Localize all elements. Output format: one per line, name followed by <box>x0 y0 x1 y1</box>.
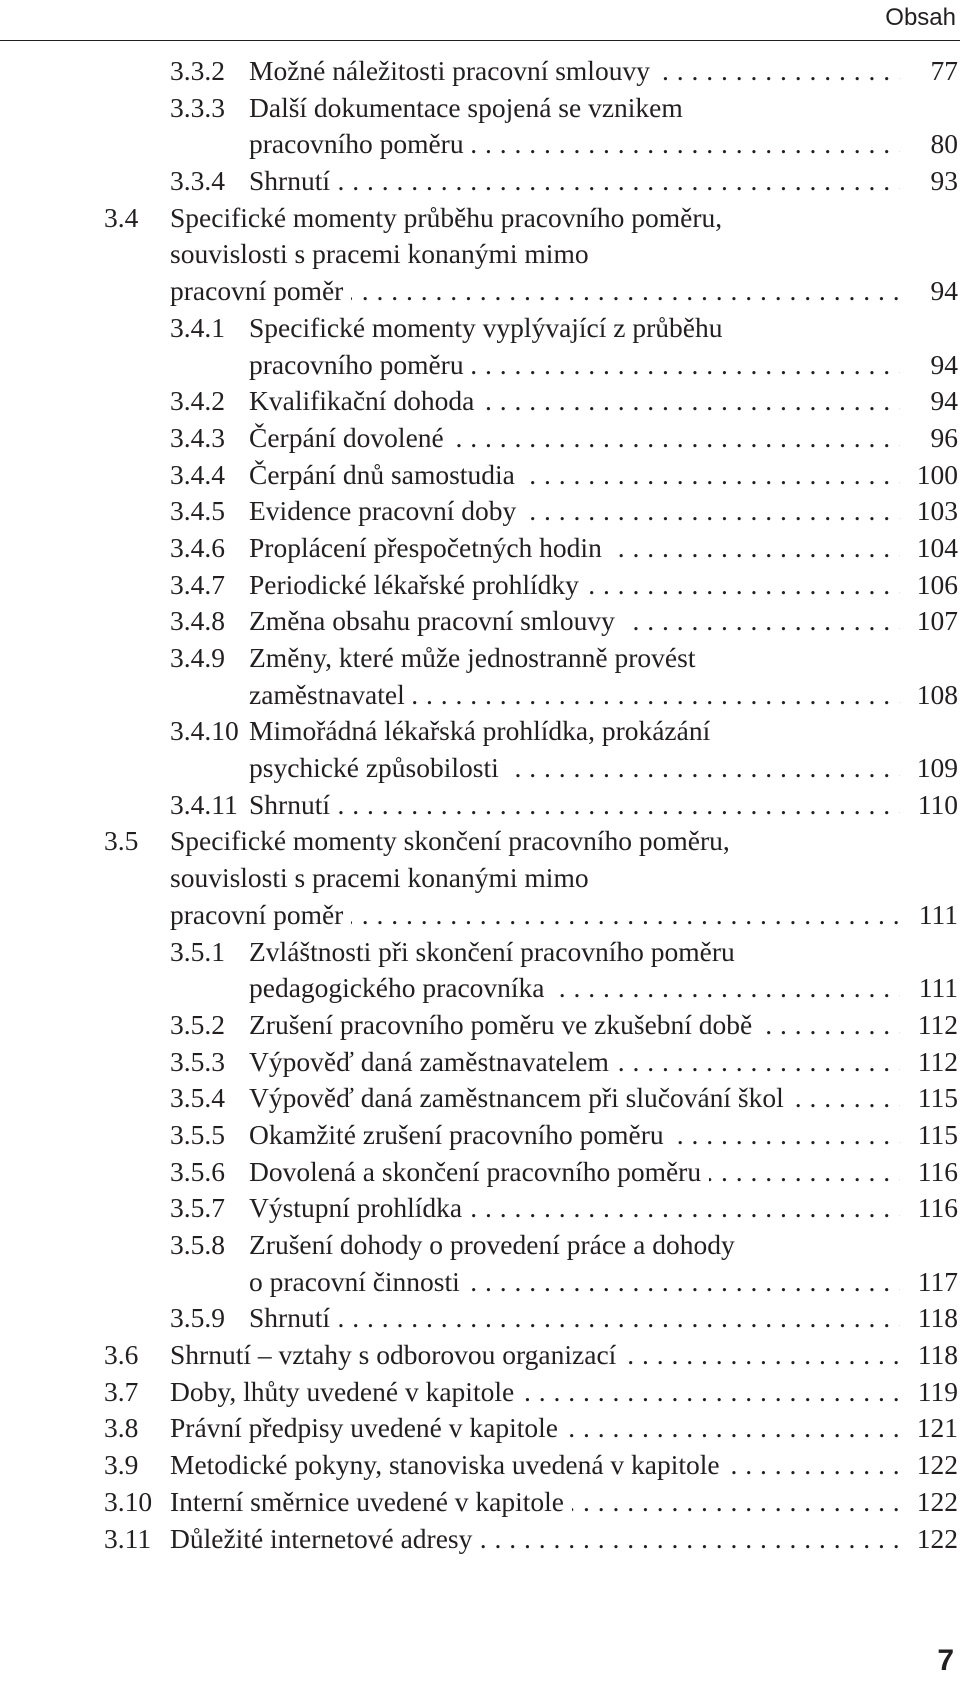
toc-entry-title: Proplácení přespočetných hodin <box>249 532 610 563</box>
toc-entry-title: Interní směrnice uvedené v kapitole <box>170 1486 572 1517</box>
toc-entry-line <box>0 1117 960 1154</box>
toc-entry-page: 108 <box>900 677 958 714</box>
toc-entry-number: 3.5.9 <box>170 1302 225 1334</box>
toc-entry-number: 3.8 <box>104 1412 139 1444</box>
toc-entry-page: 104 <box>900 530 958 567</box>
toc-entry-number: 3.6 <box>104 1339 139 1371</box>
toc-entry-page: 122 <box>900 1447 958 1484</box>
toc-entry-line <box>0 1447 960 1484</box>
toc-entry-line <box>0 200 960 237</box>
toc-entry-page: 93 <box>900 163 958 200</box>
toc-entry-page: 118 <box>900 1337 958 1374</box>
toc-entry-title: Shrnutí <box>249 165 338 196</box>
toc-entry-title: Změny, které může jednostranně provést <box>249 642 703 673</box>
toc-entry-line <box>0 713 960 750</box>
toc-entry-number: 3.5.3 <box>170 1045 225 1077</box>
toc-entry-title: Specifické momenty skončení pracovního poměru, <box>170 825 738 856</box>
toc-entry-number: 3.9 <box>104 1449 139 1481</box>
toc-entry-page: 109 <box>900 750 958 787</box>
toc-entry-number: 3.5.6 <box>170 1155 225 1187</box>
toc-entry-number: 3.5.2 <box>170 1008 225 1040</box>
toc-entry-line <box>0 1410 960 1447</box>
toc-entry-title: Důležité internetové adresy <box>170 1523 480 1554</box>
toc-entry-line <box>0 567 960 604</box>
toc-entry-title: souvislosti s pracemi konanými mimo <box>170 238 597 269</box>
toc-entry-title: souvislosti s pracemi konanými mimo <box>170 862 597 893</box>
toc-entry-page: 115 <box>900 1117 958 1154</box>
toc-entry-title: psychické způsobilosti <box>249 752 507 783</box>
table-of-contents <box>0 53 960 1557</box>
toc-entry-page: 106 <box>900 567 958 604</box>
toc-entry-line <box>0 1007 960 1044</box>
toc-entry-page: 116 <box>900 1190 958 1227</box>
toc-entry-page: 119 <box>900 1374 958 1411</box>
toc-entry-page: 94 <box>900 347 958 384</box>
toc-entry-title: Shrnutí – vztahy s odborovou organizací <box>170 1339 624 1370</box>
toc-entry-number: 3.4.5 <box>170 495 225 527</box>
toc-entry-number: 3.5 <box>104 825 139 857</box>
toc-entry-title: Periodické lékařské prohlídky <box>249 569 587 600</box>
toc-entry-line <box>0 677 960 714</box>
toc-entry-title: pracovního poměru <box>249 128 472 159</box>
toc-entry-number: 3.4.7 <box>170 568 225 600</box>
toc-entry-line <box>0 860 960 897</box>
toc-entry-line <box>0 493 960 530</box>
toc-entry-page: 118 <box>900 1300 958 1337</box>
toc-entry-number: 3.4.10 <box>170 715 239 747</box>
toc-entry-line <box>0 457 960 494</box>
toc-entry-page: 96 <box>900 420 958 457</box>
toc-entry-number: 3.4.6 <box>170 531 225 563</box>
toc-entry-number: 3.5.1 <box>170 935 225 967</box>
toc-entry-number: 3.4.2 <box>170 385 225 417</box>
toc-entry-title: Kvalifikační dohoda <box>249 385 482 416</box>
toc-entry-page: 80 <box>900 126 958 163</box>
toc-entry-number: 3.7 <box>104 1375 139 1407</box>
toc-entry-title: pracovního poměru <box>249 349 472 380</box>
toc-entry-line <box>0 126 960 163</box>
toc-entry-line <box>0 970 960 1007</box>
toc-entry-line <box>0 897 960 934</box>
toc-entry-title: Čerpání dnů samostudia <box>249 459 523 490</box>
toc-entry-page: 112 <box>900 1007 958 1044</box>
toc-entry-title: Doby, lhůty uvedené v kapitole <box>170 1376 522 1407</box>
toc-entry-page: 110 <box>900 787 958 824</box>
toc-entry-page: 94 <box>900 273 958 310</box>
toc-entry-line <box>0 1044 960 1081</box>
toc-entry-title: zaměstnavatel <box>249 679 413 710</box>
toc-entry-title: Výpověď daná zaměstnancem při slučování škol <box>249 1082 792 1113</box>
page-number: 7 <box>937 1644 954 1677</box>
toc-entry-page: 116 <box>900 1154 958 1191</box>
toc-entry-line <box>0 787 960 824</box>
toc-entry-line <box>0 383 960 420</box>
toc-entry-number: 3.11 <box>104 1522 152 1554</box>
toc-entry-title: Metodické pokyny, stanoviska uvedená v kapitole <box>170 1449 728 1480</box>
toc-entry-number: 3.4.9 <box>170 642 225 673</box>
toc-entry-title: Výpověď daná zaměstnavatelem <box>249 1046 617 1077</box>
toc-entry-title: Zrušení pracovního poměru ve zkušební době <box>249 1009 760 1040</box>
toc-entry-title: pracovní poměr <box>170 275 351 306</box>
toc-entry-line <box>0 1154 960 1191</box>
toc-entry-title: pedagogického pracovníka <box>249 972 553 1003</box>
toc-entry-page: 100 <box>900 457 958 494</box>
toc-entry-number: 3.10 <box>104 1485 153 1517</box>
toc-entry-title: Další dokumentace spojená se vznikem <box>249 92 691 123</box>
toc-entry-page: 122 <box>900 1521 958 1558</box>
toc-entry-line <box>0 823 960 860</box>
toc-entry-line <box>0 1521 960 1558</box>
toc-entry-number: 3.4.4 <box>170 458 225 490</box>
toc-entry-title: Specifické momenty vyplývající z průběhu <box>249 312 730 343</box>
toc-entry-line <box>0 163 960 200</box>
toc-entry-page: 121 <box>900 1410 958 1447</box>
toc-entry-page: 111 <box>900 897 958 934</box>
toc-entry-line <box>0 310 960 347</box>
toc-entry-title: Okamžité zrušení pracovního poměru <box>249 1119 672 1150</box>
toc-entry-number: 3.4.8 <box>170 605 225 637</box>
toc-entry-title: Evidence pracovní doby <box>249 495 524 526</box>
toc-entry-title: Mimořádná lékařská prohlídka, prokázání <box>249 715 718 746</box>
toc-entry-number: 3.4.11 <box>170 788 238 820</box>
toc-entry-title: Shrnutí <box>249 789 338 820</box>
toc-entry-page: 111 <box>900 970 958 1007</box>
toc-entry-line <box>0 1337 960 1374</box>
toc-entry-number: 3.4.1 <box>170 311 225 343</box>
toc-entry-number: 3.5.5 <box>170 1118 225 1150</box>
toc-entry-number: 3.4 <box>104 201 139 233</box>
toc-entry-page: 117 <box>900 1264 958 1301</box>
toc-entry-title: Shrnutí <box>249 1302 338 1333</box>
toc-entry-title: Dovolená a skončení pracovního poměru <box>249 1156 709 1187</box>
toc-entry-line <box>0 603 960 640</box>
toc-entry-title: Specifické momenty průběhu pracovního poměru, <box>170 202 730 233</box>
toc-entry-page: 107 <box>900 603 958 640</box>
toc-entry-title: pracovní poměr <box>170 899 351 930</box>
toc-entry-number: 3.3.4 <box>170 165 225 197</box>
toc-entry-title: Zvláštnosti při skončení pracovního poměru <box>249 936 743 967</box>
toc-entry-title: Čerpání dovolené <box>249 422 452 453</box>
toc-entry-page: 112 <box>900 1044 958 1081</box>
toc-entry-number: 3.5.8 <box>170 1229 225 1260</box>
toc-entry-line <box>0 53 960 90</box>
toc-entry-line <box>0 750 960 787</box>
toc-entry-line <box>0 1080 960 1117</box>
toc-entry-page: 94 <box>900 383 958 420</box>
toc-entry-line <box>0 934 960 971</box>
toc-entry-line <box>0 1484 960 1521</box>
toc-entry-title: Možné náležitosti pracovní smlouvy <box>249 55 658 86</box>
toc-entry-line <box>0 640 960 677</box>
toc-entry-number: 3.5.4 <box>170 1082 225 1114</box>
toc-entry-title: Výstupní prohlídka <box>249 1192 470 1223</box>
toc-entry-number: 3.3.3 <box>170 91 225 123</box>
toc-entry-line <box>0 347 960 384</box>
toc-entry-page: 122 <box>900 1484 958 1521</box>
toc-entry-line <box>0 236 960 273</box>
toc-entry-line <box>0 1300 960 1337</box>
running-header-title: Obsah <box>885 4 956 31</box>
toc-entry-line <box>0 1227 960 1264</box>
toc-entry-page: 103 <box>900 493 958 530</box>
toc-entry-number: 3.5.7 <box>170 1192 225 1224</box>
toc-entry-title: Právní předpisy uvedené v kapitole <box>170 1412 566 1443</box>
toc-entry-line <box>0 420 960 457</box>
toc-entry-title: Změna obsahu pracovní smlouvy <box>249 605 623 636</box>
toc-entry-line <box>0 530 960 567</box>
page-header <box>0 0 960 41</box>
toc-entry-number: 3.4.3 <box>170 421 225 453</box>
toc-entry-line <box>0 1374 960 1411</box>
toc-entry-line <box>0 90 960 127</box>
toc-entry-number: 3.3.2 <box>170 55 225 86</box>
toc-entry-title: o pracovní činnosti <box>249 1266 468 1297</box>
toc-entry-line <box>0 1190 960 1227</box>
toc-entry-line <box>0 1264 960 1301</box>
toc-entry-page: 115 <box>900 1080 958 1117</box>
toc-entry-line <box>0 273 960 310</box>
toc-entry-page: 77 <box>900 53 958 90</box>
toc-entry-title: Zrušení dohody o provedení práce a dohody <box>249 1229 743 1260</box>
